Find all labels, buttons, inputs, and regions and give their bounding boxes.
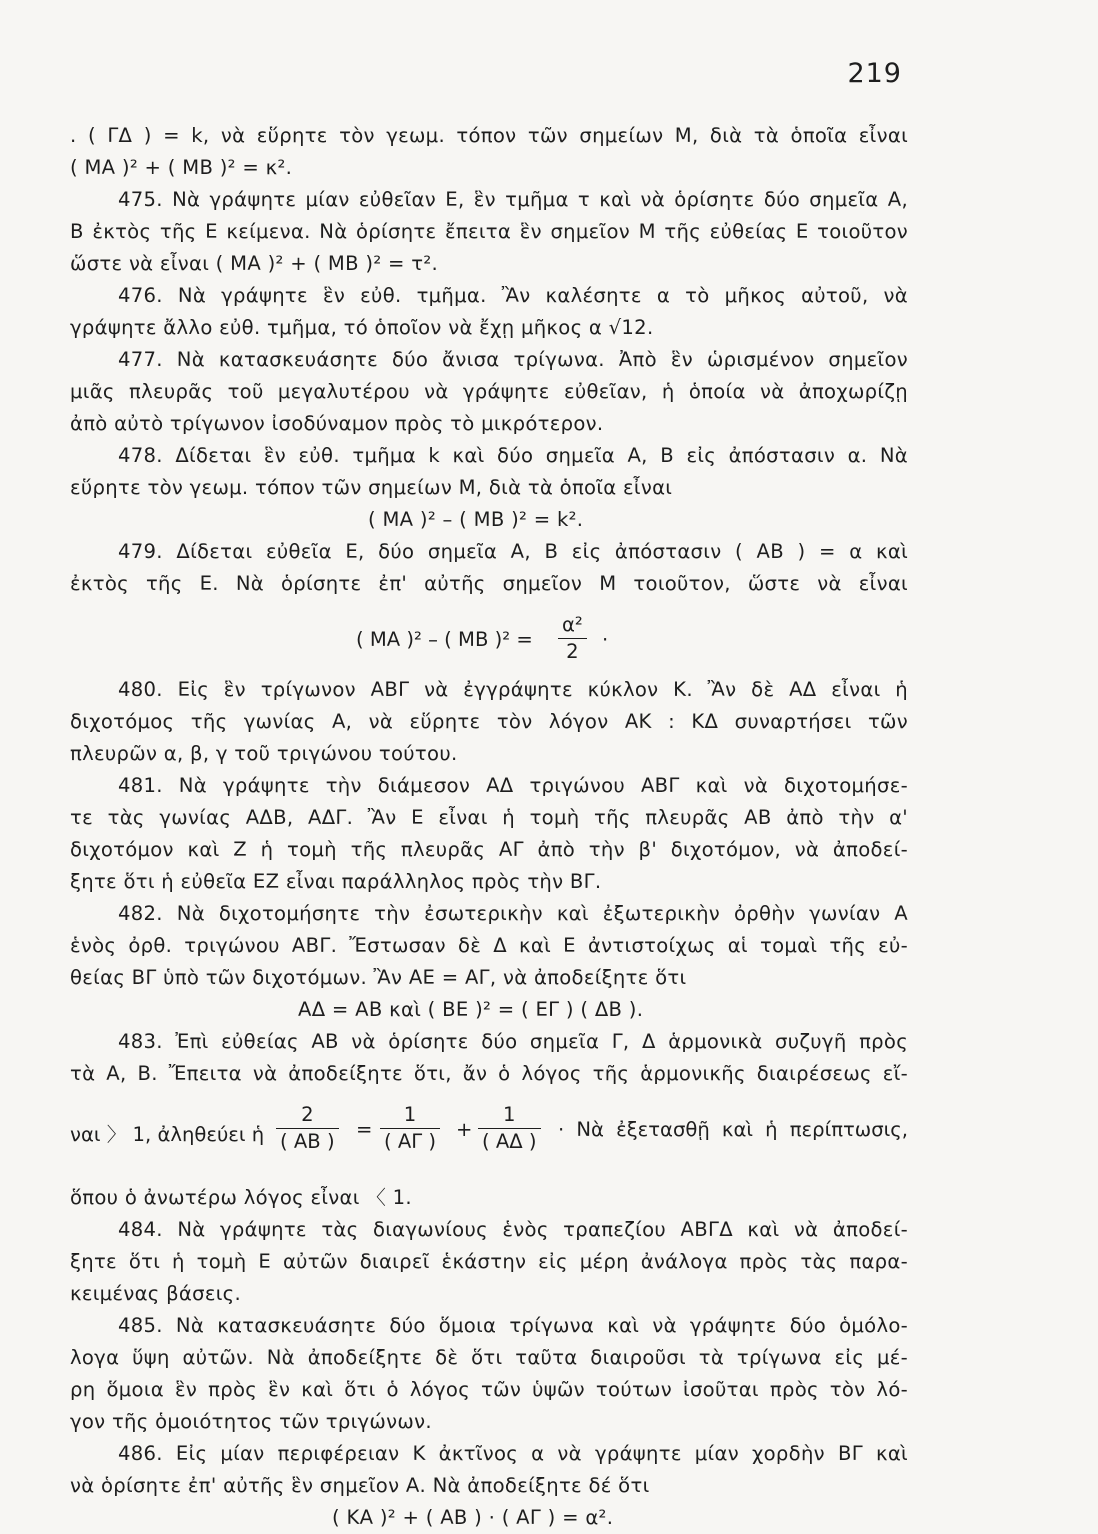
- text-line: ( ΜΑ )² + ( ΜΒ )² = κ².: [70, 156, 293, 179]
- text-line: ξητε ὅτι ἡ τομὴ Ε αὐτῶν διαιρεῖ ἑκάστην εἰς μέρη ἀνάλογα πρὸς τὰς παρα-: [70, 1250, 908, 1273]
- text-line: διχοτόμος τῆς γωνίας Α, νὰ εὕρητε τὸν λόγον ΑΚ : ΚΔ συναρτήσει τῶν: [70, 710, 908, 733]
- fraction: [558, 612, 587, 665]
- exercise-481: 481. Νὰ γράψητε τὴν διάμεσον ΑΔ τριγώνου ΑΒΓ καὶ νὰ διχοτομήσε-: [118, 774, 908, 797]
- exercise-479: 479. Δίδεται εὐθεῖα Ε, δύο σημεῖα Α, Β εἰς ἀπόστασιν ( ΑΒ ) = α καὶ: [118, 540, 908, 563]
- exercise-483: 483. Ἐπὶ εὐθείας ΑΒ νὰ ὁρίσητε δύο σημεῖα Γ, Δ ἁρμονικὰ συζυγῆ πρὸς: [118, 1030, 908, 1053]
- formula-lhs: ( ΜΑ )² – ( ΜΒ )² =: [356, 628, 533, 651]
- text-line: ἑνὸς ὀρθ. τριγώνου ΑΒΓ. Ἔστωσαν δὲ Δ καὶ Ε ἀντιστοίχως αἱ τομαὶ τῆς εὐ-: [70, 934, 908, 957]
- fraction-numerator: 2: [276, 1102, 339, 1129]
- formula-end: ·: [602, 628, 609, 651]
- fraction-numerator: α²: [558, 612, 587, 639]
- exercise-485: 485. Νὰ κατασκευάσητε δύο ὅμοια τρίγωνα καὶ νὰ γράψητε δύο ὁμόλο-: [118, 1314, 908, 1337]
- text-line: ὥστε νὰ εἶναι ( ΜΑ )² + ( ΜΒ )² = τ².: [70, 252, 439, 275]
- plus-sign: +: [456, 1118, 473, 1141]
- text-line: Β ἐκτὸς τῆς Ε κείμενα. Νὰ ὁρίσητε ἔπειτα ἓν σημεῖον Μ τῆς εὐθείας Ε τοιοῦτον: [70, 220, 908, 243]
- page-body: [70, 120, 908, 1534]
- exercise-480: 480. Εἰς ἓν τρίγωνον ΑΒΓ νὰ ἐγγράψητε κύκλον Κ. Ἂν δὲ ΑΔ εἶναι ἡ: [118, 678, 908, 701]
- text-line: μιᾶς πλευρᾶς τοῦ μεγαλυτέρου νὰ γράψητε εὐθεῖαν, ἡ ὁποία νὰ ἀποχωρίζῃ: [70, 380, 908, 403]
- equals-sign: =: [356, 1118, 373, 1141]
- text-line: ἀπὸ αὐτὸ τρίγωνον ἰσοδύναμον πρὸς τὸ μικρότερον.: [70, 412, 604, 435]
- fraction-denominator: ( ΑΒ ): [280, 1130, 335, 1153]
- text-line: πλευρῶν α, β, γ τοῦ τριγώνου τούτου.: [70, 742, 458, 765]
- text-line: γον τῆς ὁμοιότητος τῶν τριγώνων.: [70, 1410, 432, 1433]
- text-fragment: ναι 〉 1, ἀληθεύει ἡ: [70, 1123, 265, 1146]
- text-line: θείας ΒΓ ὑπὸ τῶν διχοτόμων. Ἂν ΑΕ = ΑΓ, νὰ ἀποδείξητε ὅτι: [70, 966, 687, 989]
- formula-line: ΑΔ = ΑΒ καὶ ( ΒΕ )² = ( ΕΓ ) ( ΔΒ ).: [298, 998, 644, 1021]
- text-line: ρη ὅμοια ἓν πρὸς ἓν καὶ ὅτι ὁ λόγος τῶν ὑψῶν τούτων ἰσοῦται πρὸς τὸν λό-: [70, 1378, 908, 1401]
- formula-line: ( ΜΑ )² – ( ΜΒ )² = k².: [368, 508, 584, 531]
- exercise-475: 475. Νὰ γράψητε μίαν εὐθεῖαν Ε, ἓν τμῆμα τ καὶ νὰ ὁρίσητε δύο σημεῖα Α,: [118, 188, 908, 211]
- exercise-478: 478. Δίδεται ἓν εὐθ. τμῆμα k καὶ δύο σημεῖα Α, Β εἰς ἀπόστασιν α. Νὰ: [118, 444, 908, 467]
- fraction: [478, 1102, 541, 1155]
- exercise-476: 476. Νὰ γράψητε ἓν εὐθ. τμῆμα. Ἂν καλέσητε α τὸ μῆκος αὐτοῦ, νὰ: [118, 284, 908, 307]
- fraction-denominator: 2: [566, 640, 579, 663]
- fraction-denominator: ( ΑΔ ): [482, 1130, 537, 1153]
- exercise-482: 482. Νὰ διχοτομήσητε τὴν ἐσωτερικὴν καὶ ἐξωτερικὴν ὀρθὴν γωνίαν Α: [118, 902, 908, 925]
- text-line: νὰ ὁρίσητε ἐπ' αὐτῆς ἓν σημεῖον Α. Νὰ ἀποδείξητε δέ ὅτι: [70, 1474, 650, 1497]
- text-line: . ( ΓΔ ) = k, νὰ εὕρητε τὸν γεωμ. τόπον τῶν σημείων Μ, διὰ τὰ ὁποῖα εἶναι: [70, 124, 908, 147]
- text-line: ξητε ὅτι ἡ εὐθεῖα ΕΖ εἶναι παράλληλος πρὸς τὴν ΒΓ.: [70, 870, 602, 893]
- text-line: διχοτόμον καὶ Ζ ἡ τομὴ τῆς πλευρᾶς ΑΓ ἀπὸ τὴν β' διχοτόμον, νὰ ἀποδεί-: [70, 838, 908, 861]
- text-line: τὰ Α, Β. Ἔπειτα νὰ ἀποδείξητε ὅτι, ἄν ὁ λόγος τῆς ἁρμονικῆς διαιρέσεως εἴ-: [70, 1062, 908, 1085]
- fraction: [380, 1102, 440, 1155]
- formula-line: ( ΚΑ )² + ( ΑΒ ) · ( ΑΓ ) = α².: [332, 1506, 614, 1529]
- text-line: ἐκτὸς τῆς Ε. Νὰ ὁρίσητε ἐπ' αὐτῆς σημεῖον Μ τοιοῦτον, ὥστε νὰ εἶναι: [70, 572, 908, 595]
- fraction-numerator: 1: [380, 1102, 440, 1129]
- text-line: κειμένας βάσεις.: [70, 1282, 242, 1305]
- text-line: τε τὰς γωνίας ΑΔΒ, ΑΔΓ. Ἂν Ε εἶναι ἡ τομὴ τῆς πλευρᾶς ΑΒ ἀπὸ τὴν α': [70, 806, 908, 829]
- text-line: γράψητε ἄλλο εὐθ. τμῆμα, τό ὁποῖον νὰ ἔχῃ μῆκος α √12.: [70, 316, 654, 339]
- page-number: 219: [847, 58, 902, 89]
- text-fragment: · Νὰ ἐξετασθῇ καὶ ἡ περίπτωσις,: [558, 1118, 908, 1141]
- harmonic-formula-line: [70, 1090, 908, 1182]
- exercise-484: 484. Νὰ γράψητε τὰς διαγωνίους ἑνὸς τραπεζίου ΑΒΓΔ καὶ νὰ ἀποδεί-: [118, 1218, 908, 1241]
- formula-fraction-line: [70, 606, 908, 670]
- fraction: [276, 1102, 339, 1155]
- fraction-denominator: ( ΑΓ ): [384, 1130, 437, 1153]
- text-line: λογα ὕψη αὐτῶν. Νὰ ἀποδείξητε δὲ ὅτι ταῦτα διαιροῦσι τὰ τρίγωνα εἰς μέ-: [70, 1346, 908, 1369]
- fraction-numerator: 1: [478, 1102, 541, 1129]
- exercise-477: 477. Νὰ κατασκευάσητε δύο ἄνισα τρίγωνα. Ἀπὸ ἓν ὡρισμένον σημεῖον: [118, 348, 908, 371]
- exercise-486: 486. Εἰς μίαν περιφέρειαν Κ ἀκτῖνος α νὰ γράψητε μίαν χορδὴν ΒΓ καὶ: [118, 1442, 908, 1465]
- text-line: εὕρητε τὸν γεωμ. τόπον τῶν σημείων Μ, διὰ τὰ ὁποῖα εἶναι: [70, 476, 673, 499]
- text-line: ὅπου ὁ ἀνωτέρω λόγος εἶναι 〈 1.: [70, 1186, 412, 1209]
